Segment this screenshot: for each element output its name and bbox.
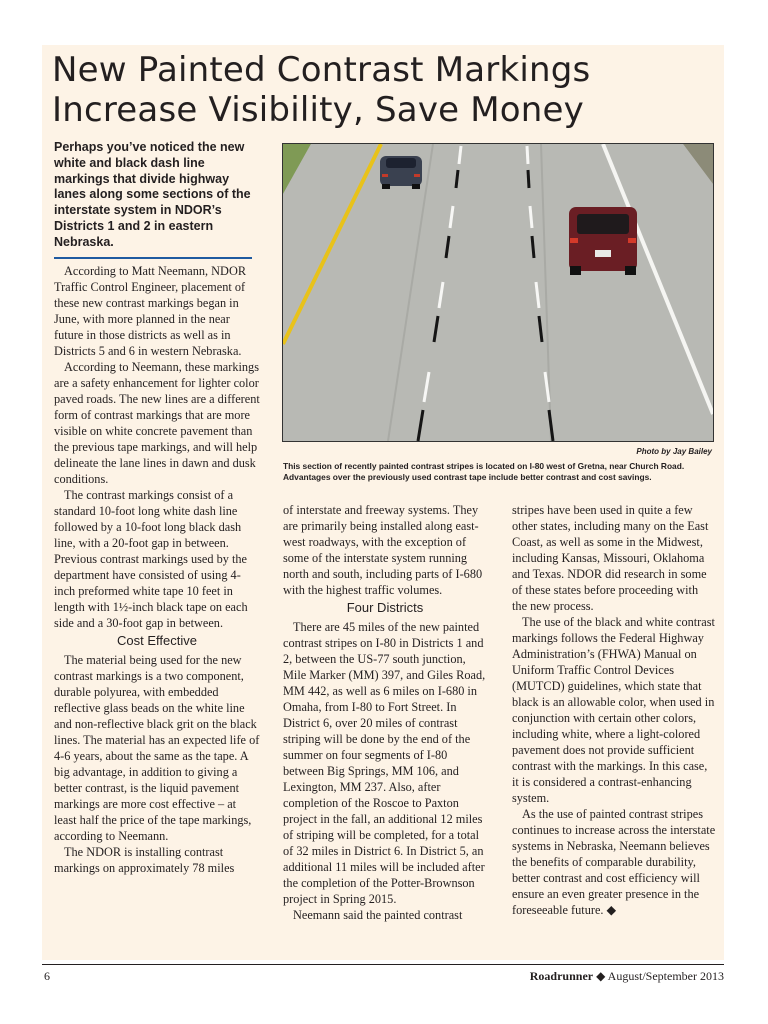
footer-divider xyxy=(42,964,724,965)
article-title xyxy=(52,50,722,130)
paragraph: The use of the black and white contrast markings follows the Federal Highway Administration’s (FHWA) Manual on Uniform Traffic Control Devices (MUTCD) guidelines, which state that black is an allowable color, when used in conjunction with certain other colors, including white, where a light-colored pavement does not provide sufficient contrast with the markings. In this case, it is considered a contrast-enhancing system. xyxy=(512,615,715,805)
paragraph: According to Neemann, these markings are a safety enhancement for lighter color paved roads. The new lines are a different form of contrast markings that are more visible on white concrete pavement than the previous tape markings, and will help delineate the lane lines in dawn and dusk conditions. xyxy=(54,360,260,486)
issue-date: August/September 2013 xyxy=(607,969,724,983)
highway-photo-illustration xyxy=(283,144,713,441)
paragraph: The contrast markings consist of a standard 10-foot long white dash line followed by a 10-foot long black dash line, with a 20-foot gap in between. Previous contrast markings used by the department have consisted of using 4-inch preformed white tape 10 feet in length with 1½-inch black tape on each side and a 30-foot gap in between. xyxy=(54,488,248,630)
paragraph: The NDOR is installing contrast markings on approximately 78 miles xyxy=(54,845,235,875)
page-number: 6 xyxy=(44,969,50,983)
paragraph: According to Matt Neemann, NDOR Traffic Control Engineer, placement of these new contrast markings began in June, with more planned in the near future in those districts as well as in Districts 5 and 6 in western Nebraska. xyxy=(54,264,247,358)
lead-divider xyxy=(54,257,252,259)
highway-photo xyxy=(282,143,714,442)
subheading-cost-effective: Cost Effective xyxy=(117,633,197,648)
pavement xyxy=(283,144,713,441)
diamond-icon: ◆ xyxy=(596,969,606,983)
paragraph: The material being used for the new contrast markings is a two component, durable polyurea, with embedded reflective glass beads on the white line and non-reflective black grit on the black lines. The material has an expected life of 4-6 years, about the same as the tape. A big advantage, in addition to giving a better contrast, is the liquid pavement markings are more cost effective – at least half the price of the tape markings, according to Neemann. xyxy=(54,653,260,843)
column-3 xyxy=(512,502,716,918)
paragraph: of interstate and freeway systems. They are primarily being installed along east-west roadways, with the exception of some of the interstate system running north and south, including parts of I-680 with the highest traffic volumes. xyxy=(283,503,483,597)
subheading-four-districts: Four Districts xyxy=(346,600,424,615)
blue-car xyxy=(380,156,422,189)
title-line-1: New Painted Contrast Markings xyxy=(52,50,591,90)
publication-footer xyxy=(530,969,724,984)
red-suv xyxy=(569,207,637,275)
title-line-2: Increase Visibility, Save Money xyxy=(52,90,584,130)
publication-name: Roadrunner xyxy=(529,969,594,983)
paragraph: Neemann said the painted contrast xyxy=(293,908,463,922)
photo-caption: This section of recently painted contrast stripes is located on I-80 west of Gretna, near Church Road. Advantages over the previously used contrast tape include better contrast and cost savings. xyxy=(283,461,685,482)
photo-credit: Photo by Jay Bailey xyxy=(636,447,712,456)
lead-paragraph: Perhaps you’ve noticed the new white and black dash line markings that divide highway lanes along some sections of the interstate system in NDOR’s Districts 1 and 2 in eastern Nebraska. xyxy=(54,140,251,249)
paragraph: stripes have been used in quite a few other states, including many on the East Coast, as well as some in the Midwest, including Kansas, Missouri, Oklahoma and Texas. NDOR did research in some of these states before proceeding with the new process. xyxy=(512,503,709,613)
paragraph: As the use of painted contrast stripes continues to increase across the interstate systems in Nebraska, Neemann believes the benefits of comparable durability, better contrast and cost efficiency will ensure an even greater presence in the foreseeable future. ◆ xyxy=(512,807,716,917)
column-1 xyxy=(54,263,260,876)
column-2 xyxy=(283,502,487,923)
paragraph: There are 45 miles of the new painted contrast stripes on I-80 in Districts 1 and 2, between the US-77 south junction, Mile Marker (MM) 397, and Giles Road, MM 442, as well as 6 miles on I-680 in Omaha, from I-80 to Fort Street. In District 6, over 20 miles of contrast striping will be done by the end of the summer on four segments of I-80 between Big Springs, MM 106, and Lexington, MM 237. Also, after completion of the Roscoe to Paxton project in the fall, an additional 12 miles of striping will be completed, for a total of 32 miles in District 6. In District 5, an additional 11 miles will be included after the completion of the Potter-Brownson project in Spring 2015. xyxy=(283,620,486,906)
